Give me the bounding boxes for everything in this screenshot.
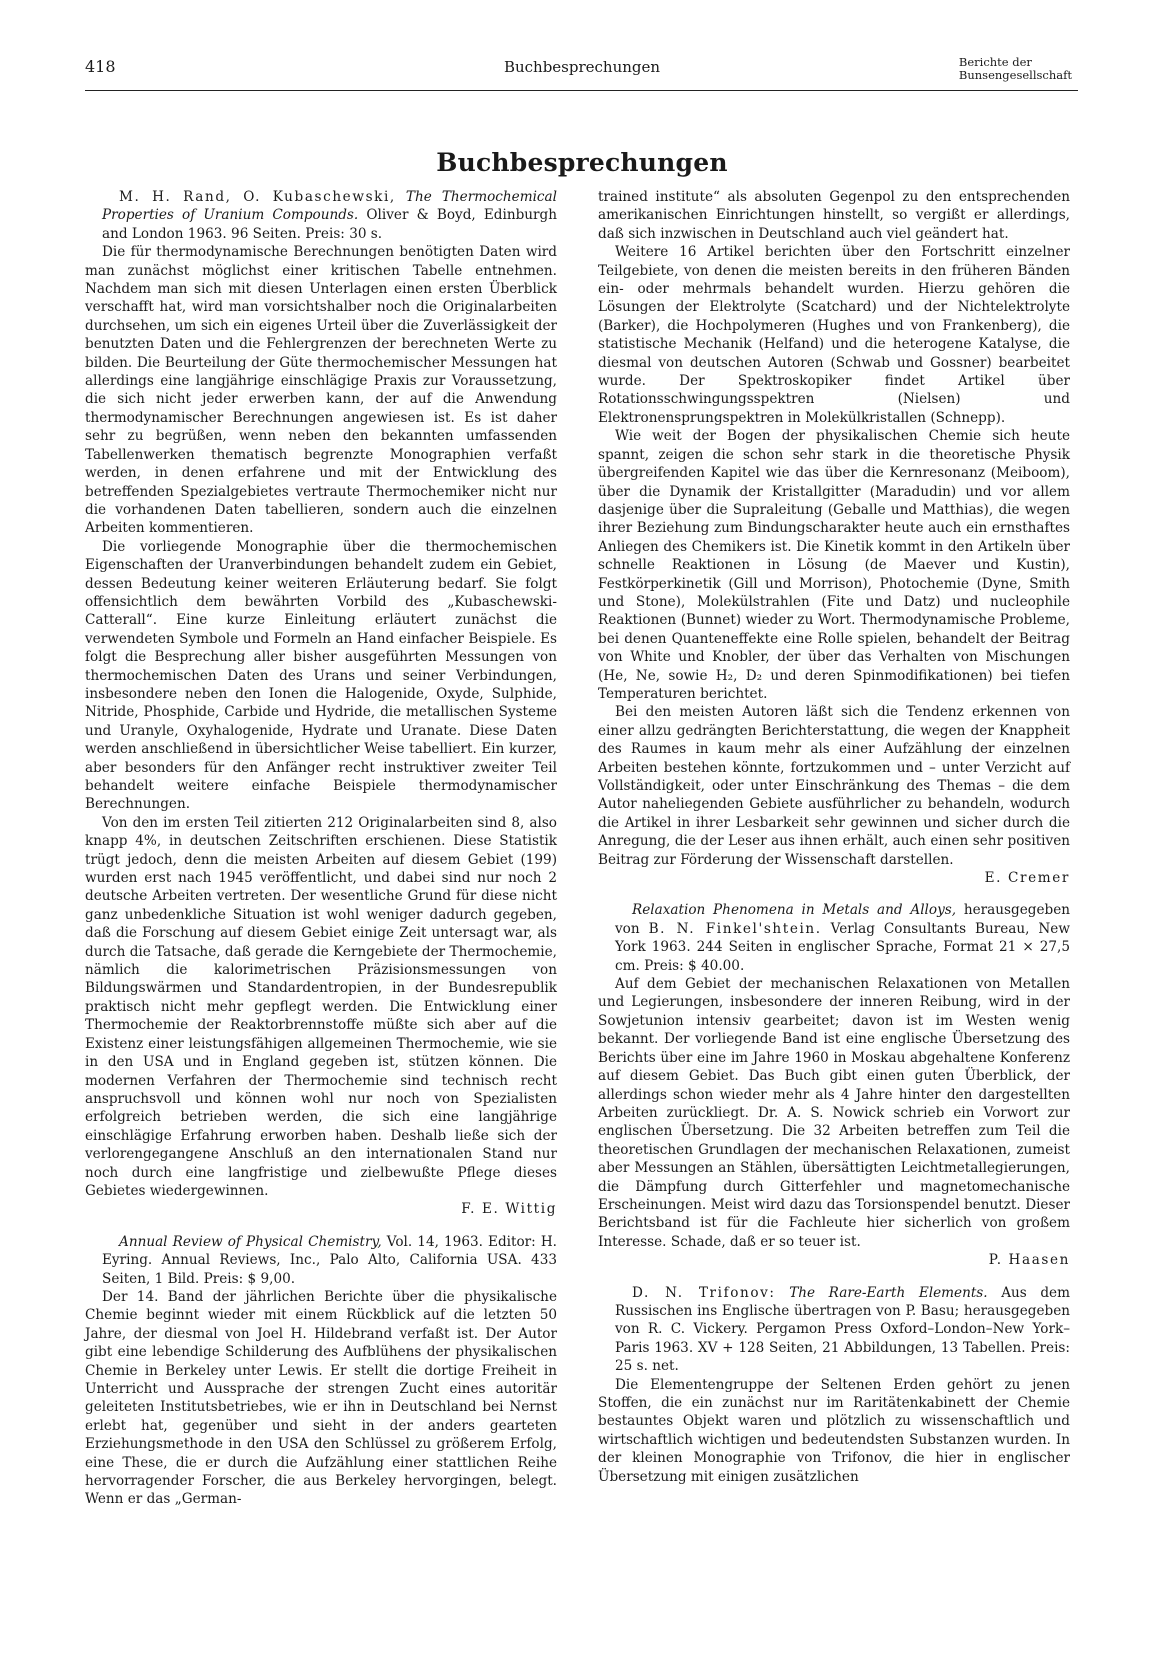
review-2-publisher: Vol. 14, 1963. Editor: H. Eyring. Annual Reviews, Inc., Palo Alto, California USA. 433 Seiten, 1 Bild. Preis: $ 9,00. [102, 1233, 557, 1287]
review-1-paragraph: Die für thermodynamische Berechnungen benötigten Daten wird man zunächst möglichst einer kritischen Tabelle entnehmen. Nachdem man sich mit diesen Unterlagen einen ersten Überblick verschafft hat, wird man vorsichtshalber noch die Originalarbeiten durchsehen, um sich ein eigenes Urteil über die Zuverlässigkeit der benutzten Daten und die Fehlergrenzen der berechneten Werte zu bilden. Die Beurteilung der Güte thermochemischer Messungen hat allerdings eine langjährige einschlägige Praxis zur Voraussetzung, die sich nicht jeder erwerben kann, der auf die Anwendung thermodynamischer Berechnungen angewiesen ist. Es ist daher sehr zu begrüßen, wenn neben den bekannten umfassenden Tabellenwerken thematisch begrenzte Monographien verfaßt werden, in denen erfahrene und mit der Entwicklung des betreffenden Spezialgebietes vertraute Thermochemiker nicht nur die vorhandenen Daten tabellieren, sondern auch die einzelnen Arbeiten kommentieren. [85, 244, 557, 537]
review-4-book-title: The Rare-Earth Elements. [789, 1284, 988, 1301]
review-4-paragraph: Die Elementengruppe der Seltenen Erden gehört zu jenen Stoffen, die ein zunächst nur im Raritätenkabinett der Chemie bestauntes Objekt waren und plötzlich zu wissenschaftlich und wirtschaftlich wichtigen und bedeutendsten Substanzen wurden. In der kleinen Monographie von Trifonov, die hier in englischer Übersetzung mit einigen zusätzlichen [598, 1376, 1070, 1485]
review-2-paragraph: Der 14. Band der jährlichen Berichte über die physikalische Chemie beginnt wieder mit einem Rückblick auf die letzten 50 Jahre, der diesmal von Joel H. Hildebrand verfaßt ist. Der Autor gibt eine lebendige Schilderung des Aufblühens der physikalischen Chemie in Berkeley unter Lewis. Er stellt die dortige Freiheit in Unterricht und Aussprache der strengen Zucht eines autoritär geleiteten Institutsbetriebes, wie er ihn in Deutschland bei Nernst erlebt hat, gegenüber und sieht in der anders gearteten Erziehungsmethode in den USA den Schlüssel zu größerem Erfolg, eine These, die er durch die Aufzählung einer stattlichen Reihe hervorragender Forscher, die aus Berkeley hervorgingen, belegt. Wenn er das „German- [85, 1288, 557, 1508]
journal-name-line2: Bunsengesellschaft [958, 68, 1072, 82]
review-2-paragraph: Bei den meisten Autoren läßt sich die Tendenz erkennen von einer allzu gedrängten Berichterstattung, die wegen der Knappheit des Raumes in kaum mehr als einer Aufzählung der einzelnen Arbeiten bestehen könnte, fortzukommen und – unter Verzicht auf Vollständigkeit, oder unter Einschränkung des Themas – die dem Autor naheliegenden Gebiete ausführlicher zu behandeln, wodurch die Artikel in ihrer Lesbarkeit sehr gewinnen und sicher durch die Anregung, die der Leser aus ihnen erhält, auch einen sehr positiven Beitrag zur Förderung der Wissenschaft darstellen. [598, 704, 1070, 868]
review-2-header [85, 1233, 557, 1288]
review-3-paragraph: Auf dem Gebiet der mechanischen Relaxationen von Metallen und Legierungen, insbesondere der inneren Reibung, wird in der Sowjetunion intensiv gearbeitet; davon ist im Westen wenig bekannt. Der vorliegende Band ist eine englische Übersetzung des Berichts über eine im Jahre 1960 in Moskau abgehaltene Konferenz auf diesem Gebiet. Das Buch gibt einen guten Überblick, der allerdings schon wieder mehr als 4 Jahre hinter den dargestellten Arbeiten zurückliegt. Dr. A. S. Nowick schrieb ein Vorwort zur englischen Übersetzung. Die 32 Arbeiten betreffen zum Teil die theoretischen Grundlagen der mechanischen Relaxationen, zumeist aber Messungen an Stählen, übersättigten Leichtmetallegierungen, die Dämpfung durch Gitterfehler und magnetomechanische Erscheinungen. Meist wird dazu das Torsionspendel benutzt. Dieser Berichtsband ist für die Fachleute hier sicherlich von großem Interesse. Schade, daß er so teuer ist. [598, 976, 1070, 1250]
review-2-book-title: Annual Review of Physical Chemistry, [119, 1233, 382, 1250]
review-3-editor: B. N. Finkel'shtein. [648, 920, 822, 937]
journal-name-line1: Berichte der [958, 55, 1032, 69]
review-3-header [598, 901, 1070, 975]
review-1-book-title: The Thermochemical Properties of Uranium Compounds. [102, 189, 557, 224]
review-2-signature: E. Cremer [984, 870, 1070, 887]
spacer [598, 1270, 1070, 1284]
review-4-authors: D. N. Trifonov: [632, 1284, 776, 1301]
review-3-book-title: Relaxation Phenomena in Metals and Alloys, [632, 902, 957, 919]
review-2-paragraph: Weitere 16 Artikel berichten über den Fortschritt einzelner Teilgebiete, von denen die meisten bereits in den früheren Bänden ein- oder mehrmals behandelt wurden. Hierzu gehören die Lösungen der Elektrolyte (Scatchard) und der Nichtelektrolyte (Barker), die Hochpolymeren (Hughes und von Frankenberg), die statistische Mechanik (Helfand) und die heterogene Katalyse, die diesmal von deutschen Autoren (Schwab und Gossner) bearbeitet wurde. Der Spektroskopiker findet Artikel über Rotationsschwingungsspektren (Nielsen) und Elektronensprungspektren in Molekülkristallen (Schnepp). [598, 244, 1070, 426]
review-4-header [598, 1284, 1070, 1376]
review-1-paragraph: Von den im ersten Teil zitierten 212 Originalarbeiten sind 8, also knapp 4%, in deutschen Zeitschriften erschienen. Diese Statistik trügt jedoch, denn die meisten Arbeiten auf diesem Gebiet (199) wurden erst nach 1945 veröffentlicht, und dabei sind nur noch 2 deutsche Arbeiten vertreten. Der wesentliche Grund für diese nicht ganz unbedenkliche Situation ist wohl weniger dadurch gegeben, daß die Forschung auf diesem Gebiet einige Zeit untersagt war, als durch die Tatsache, daß gerade die Kerngebiete der Thermochemie, nämlich die kalorimetrischen Präzisionsmessungen von Bildungswärmen und Standardentropien, in der Bundesrepublik praktisch nicht mehr gepflegt werden. Die Entwicklung einer Thermochemie der Reaktorbrennstoffe müßte sich aber auf die Existenz einer leistungsfähigen allgemeinen Thermochemie, wie sie in den USA und in England gegeben ist, stützen können. Die modernen Verfahren der Thermochemie sind technisch recht anspruchsvoll und können wohl nur noch von Spezialisten erfolgreich betrieben werden, die sich eine langjährige einschlägige Erfahrung erworben haben. Deshalb ließe sich der verlorengegangene Anschluß an den internationalen Stand nur noch durch eine langfristige und zielbewußte Pflege dieses Gebietes wiedergewinnen. [85, 814, 557, 1199]
review-2-paragraph: trained institute“ als absoluten Gegenpol zu den entsprechenden amerikanischen Einrichtungen hinstellt, so vergißt er allerdings, daß sich inzwischen in Deutschland auch viel geändert hat. [598, 189, 1070, 242]
review-1-header [85, 188, 557, 243]
section-title: Buchbesprechungen [436, 148, 728, 177]
spacer [598, 887, 1070, 901]
review-1-paragraph: Die vorliegende Monographie über die thermochemischen Eigenschaften der Uranverbindungen behandelt zudem ein Gebiet, dessen Bedeutung keiner weiteren Erläuterung bedarf. Sie folgt offensichtlich dem bewährten Vorbild des „Kubaschewski-Catterall“. Eine kurze Einleitung erläutert zunächst die verwendeten Symbole und Formeln an Hand einfacher Beispiele. Es folgt die Besprechung aller bisher ausgeführten Messungen von thermochemischen Daten des Urans und seiner Verbindungen, insbesondere neben den Ionen die Halogenide, Oxyde, Sulphide, Nitride, Phosphide, Carbide und Hydride, die metallischen Systeme und Uranyle, Oxyhalogenide, Hydrate und Uranate. Diese Daten werden anschließend in übersichtlicher Weise tabelliert. Ein kurzer, aber besonders für den Anfänger recht instruktiver zweiter Teil behandelt weitere einfache Beispiele thermodynamischer Berechnungen. [85, 538, 557, 813]
review-1-signature: F. E. Wittig [461, 1201, 557, 1218]
left-column [85, 188, 557, 1509]
header-rule [85, 90, 1078, 91]
right-column [598, 188, 1070, 1486]
running-title: Buchbesprechungen [503, 58, 661, 76]
review-3-signature: P. Haasen [988, 1252, 1070, 1269]
spacer [85, 1219, 557, 1233]
review-3-publisher-pre: herausgegeben von [615, 902, 1070, 937]
review-4-publisher: Aus dem Russischen ins Englische übertragen von P. Basu; herausgegeben von R. C. Vickery. Pergamon Press Oxford–London–New York–Paris 1963. XV + 128 Seiten, 21 Abbildungen, 13 Tabellen. Preis: 25 s. net. [615, 1284, 1070, 1375]
review-2-paragraph: Wie weit der Bogen der physikalischen Chemie sich heute spannt, zeigen die schon sehr stark in die theoretische Physik übergreifenden Kapitel wie das über die Kernresonanz (Meiboom), über die Dynamik der Kristallgitter (Maradudin) und vor allem dasjenige über die Supraleitung (Geballe und Matthias), die wegen ihrer Beziehung zum Bindungscharakter heute auch ein ernsthaftes Anliegen des Chemikers ist. Die Kinetik kommt in den Artikeln über schnelle Reaktionen in Lösung (de Maever und Kustin), Festkörperkinetik (Gill und Morrison), Photochemie (Dyne, Smith und Stone), Molekülstrahlen (Fite und Datz) und nucleophile Reaktionen (Bunnet) wieder zu Wort. Thermodynamische Probleme, bei denen Quanteneffekte eine Rolle spielen, behandelt der Beitrag von White und Knobler, der über das Verhalten von Mischungen (He, Ne, sowie H₂, D₂ und deren Spinmodifikationen) bei tiefen Temperaturen berichtet. [598, 428, 1070, 702]
review-1-publisher: Oliver & Boyd, Edinburgh and London 1963. 96 Seiten. Preis: 30 s. [102, 207, 557, 242]
page-number: 418 [85, 57, 116, 76]
review-3-publisher: Verlag Consultants Bureau, New York 1963. 244 Seiten in englischer Sprache, Format 21 × 27,5 cm. Preis: $ 40.00. [615, 920, 1070, 974]
journal-name [959, 56, 1072, 82]
review-1-authors: M. H. Rand, O. Kubaschewski, [119, 189, 396, 205]
